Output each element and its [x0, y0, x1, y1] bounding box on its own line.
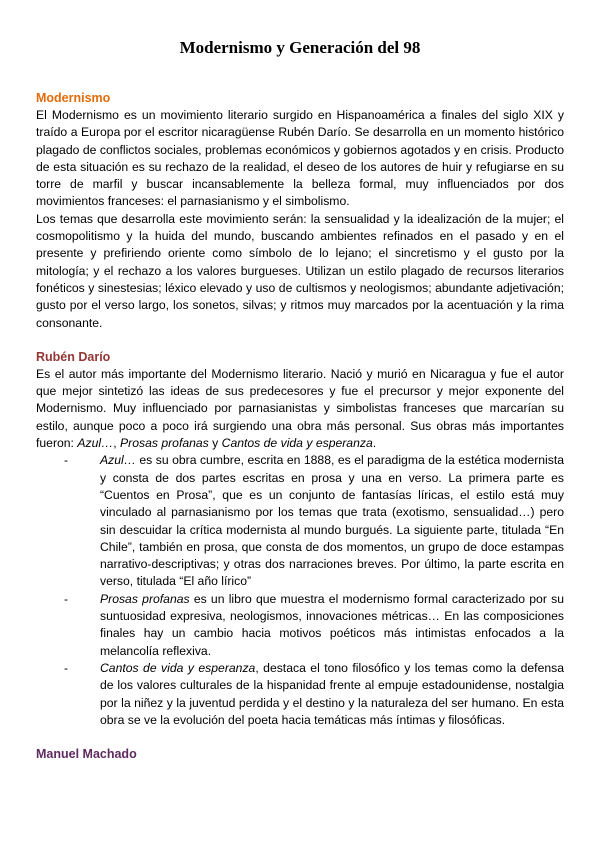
- dario-intro-text: Es el autor más importante del Modernismo literario. Nació y murió en Nicaragua y fue el autor que mejor sintetizó las ideas de sus predecesores y fue el precursor y mejor exponente del Modernismo. Muy influenciado por parnasianistas y simbolistas franceses que marcarían su estilo, aunque poco a poco irá surgiendo una obra más personal. Sus obras más importantes fueron:: [36, 366, 564, 451]
- works-period: .: [372, 436, 377, 451]
- list-work-title: Prosas profanas: [100, 591, 190, 606]
- list-item-text: es su obra cumbre, escrita en 1888, es el paradigma de la estética modernista y consta de dos partes escritas en prosa y una en verso. La primera parte es “Cuentos en Prosa”, que es un conjunto de fantasías líricas, el estilo está muy vinculado al parnasianismo por los temas que trata (exotismo, sensualidad…) pero sin descuidar la crítica modernista al mundo burgués. La siguiente parte, titulada “En Chile”, también en prosa, que consta de dos momentos, un grupo de doce estampas narrativo-descriptivas; y otras dos narraciones breves. Por último, la parte escrita en verso, titulada “El año lírico”: [100, 453, 564, 589]
- section-heading-manuel-machado: Manuel Machado: [36, 747, 137, 762]
- list-item-text: , destaca el tono filosófico y los temas como la defensa de los valores culturales de la hispanidad frente al empuje estadounidense, nostalgia por la niñez y la juventud perdida y el destino y la naturaleza del ser humano. En esta obra se ve la evolución del poeta hacia temáticas más íntimas y filosóficas.: [100, 660, 564, 727]
- works-separator: y: [208, 436, 222, 451]
- modernismo-paragraph-1: El Modernismo es un movimiento literario surgido en Hispanoamérica a finales del siglo XIX y traído a Europa por el escritor nicaragüense Rubén Darío. Se desarrolla en un momento histórico plagado de conflictos sociales, problemas económicos y gobiernos agotados y en crisis. Producto de esta situación es su rechazo de la realidad, el deseo de los autores de huir y refugiarse en su torre de marfil y buscar incansablemente la belleza formal, muy influenciados por dos movimientos franceses: el parnasianismo y el simbolismo.: [36, 108, 564, 209]
- list-work-title: Cantos de vida y esperanza: [100, 660, 256, 675]
- list-item-cantos: [64, 660, 564, 729]
- section-modernismo: [36, 90, 564, 332]
- section-heading-modernismo: Modernismo: [36, 91, 111, 105]
- work-title-prosas-profanas: Prosas profanas: [120, 436, 209, 451]
- list-work-title: Azul…: [100, 453, 136, 468]
- list-dash: -: [64, 591, 69, 606]
- list-dash: -: [64, 660, 69, 675]
- modernismo-paragraph-2: Los temas que desarrolla este movimiento serán: la sensualidad y la idealización de la mujer; el cosmopolitismo y la huida del mundo, buscando ambientes refinados en el pasado y en el presente y prefiriendo oriente como símbolo de lo lejano; el sincretismo y el gusto por la mitología; y el rechazo a los valores burgueses. Utilizan un estilo plagado de recursos literarios fonéticos y sinestesias; léxico elevado y uso de cultismos y neologismos; abundante adjetivación; gusto por el verso largo, los sonetos, silvas; y ritmos muy marcados por la acentuación y la rima consonante.: [36, 211, 564, 330]
- dario-intro-paragraph: [36, 366, 564, 452]
- work-title-cantos: Cantos de vida y esperanza: [221, 436, 373, 451]
- work-title-azul: Azul…: [77, 436, 114, 451]
- page-title: Modernismo y Generación del 98: [179, 38, 421, 57]
- list-dash: -: [64, 453, 69, 468]
- list-item-prosas-profanas: [64, 591, 564, 660]
- section-heading-ruben-dario: Rubén Darío: [36, 349, 111, 364]
- works-list: [36, 452, 564, 729]
- works-separator: ,: [113, 436, 121, 451]
- list-item-text: es un libro que muestra el modernismo formal caracterizado por su suntuosidad expresiva, neologismos, innovaciones métricas… En las composiciones finales hay un cambio hacia motivos poéticos más intimistas enfocados a la melancolía reflexiva.: [100, 591, 564, 658]
- list-item-azul: [64, 452, 564, 590]
- section-ruben-dario: [36, 349, 564, 729]
